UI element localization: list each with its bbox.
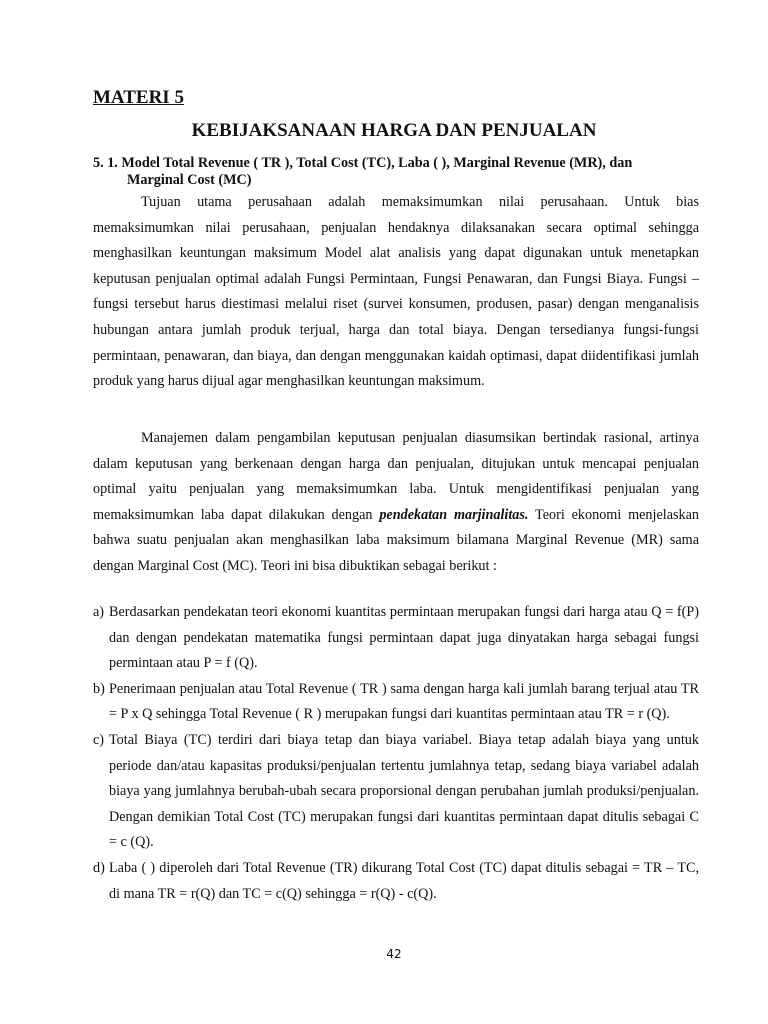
page-number: 42 (386, 947, 402, 961)
section-heading-line-1: 5. 1. Model Total Revenue ( TR ), Total Cost (TC), Laba ( ), Marginal Revenue (MR), dan (93, 155, 633, 171)
list-marker: b) (93, 680, 105, 697)
paragraph-intro: Tujuan utama perusahaan adalah memaksimumkan nilai perusahaan. Untuk bias memaksimumkan nilai perusahaan, penjualan hendaknya dilaksanakan secara optimal sehingga menghasilkan keuntungan maksimum Model alat analisis yang dapat digunakan untuk menetapkan keputusan penjualan optimal adalah Fungsi Permintaan, Fungsi Penawaran, dan Fungsi Biaya. Fungsi – fungsi tersebut harus diestimasi melalui riset (survei konsumen, produsen, pasar) dengan menganalisis hubungan antara jumlah produk terjual, harga dan total biaya. Dengan tersedianya fungsi-fungsi permintaan, penawaran, dan biaya, dan dengan menggunakan kaidah optimasi, dapat diidentifikasi jumlah produk yang harus dijual agar menghasilkan keuntungan maksimum. (93, 194, 699, 390)
section-heading-line-2: Marginal Cost (MC) (127, 172, 252, 188)
paragraph-text: Manajemen dalam pengambilan keputusan penjualan diasumsikan bertindak rasional, artinya dalam keputusan yang berkenaan dengan harga dan penjualan, ditujukan untuk mencapai penjualan optimal yaitu penjualan yang memaksimumkan laba. Untuk mengidentifikasi penjualan yang memaksimumkan laba dapat dilakukan dengan (93, 430, 699, 523)
list-item (93, 600, 699, 677)
list-item-text: Total Biaya (TC) terdiri dari biaya tetap dan biaya variabel. Biaya tetap adalah biaya yang untuk periode dan/atau kapasitas produksi/penjualan tertentu jumlahnya tetap, sedang biaya variabel adalah biaya yang jumlahnya berubah-ubah secara proporsional dengan perubahan jumlah produksi/penjualan. Dengan demikian Total Cost (TC) merupakan fungsi dari kuantitas permintaan dapat ditulis sebagai C = c (Q). (109, 731, 699, 851)
list-item (93, 856, 699, 907)
list-marker: c) (93, 731, 105, 748)
proof-list (93, 600, 699, 907)
chapter-label: MATERI 5 (93, 87, 184, 108)
list-marker: d) (93, 859, 105, 876)
list-marker: a) (93, 604, 105, 620)
list-item (93, 677, 699, 728)
list-item-text: Penerimaan penjualan atau Total Revenue ( TR ) sama dengan harga kali jumlah barang terjual atau TR = P x Q sehingga Total Revenue ( R ) merupakan fungsi dari kuantitas permintaan atau TR = r (Q). (109, 680, 699, 723)
paragraph-management (93, 426, 699, 580)
section-heading (93, 155, 703, 189)
chapter-title: KEBIJAKSANAAN HARGA DAN PENJUALAN (191, 120, 597, 141)
list-item (93, 728, 699, 856)
paragraph-text: Teori ekonomi menjelaskan bahwa suatu penjualan akan menghasilkan laba maksimum bilamana Marginal Revenue (MR) sama dengan Marginal Cost (MC). Teori ini bisa dibuktikan sebagai berikut : (93, 506, 700, 574)
list-item-text: Berdasarkan pendekatan teori ekonomi kuantitas permintaan merupakan fungsi dari harga atau Q = f(P) dan dengan pendekatan matematika fungsi permintaan dapat juga dinyatakan harga sebagai fungsi permintaan atau P = f (Q). (109, 604, 699, 672)
list-item-text: Laba ( ) diperoleh dari Total Revenue (TR) dikurang Total Cost (TC) dapat ditulis sebagai = TR – TC, di mana TR = r(Q) dan TC = c(Q) sehingga = r(Q) - c(Q). (109, 859, 699, 902)
emphasized-term: pendekatan marjinalitas. (379, 506, 529, 523)
